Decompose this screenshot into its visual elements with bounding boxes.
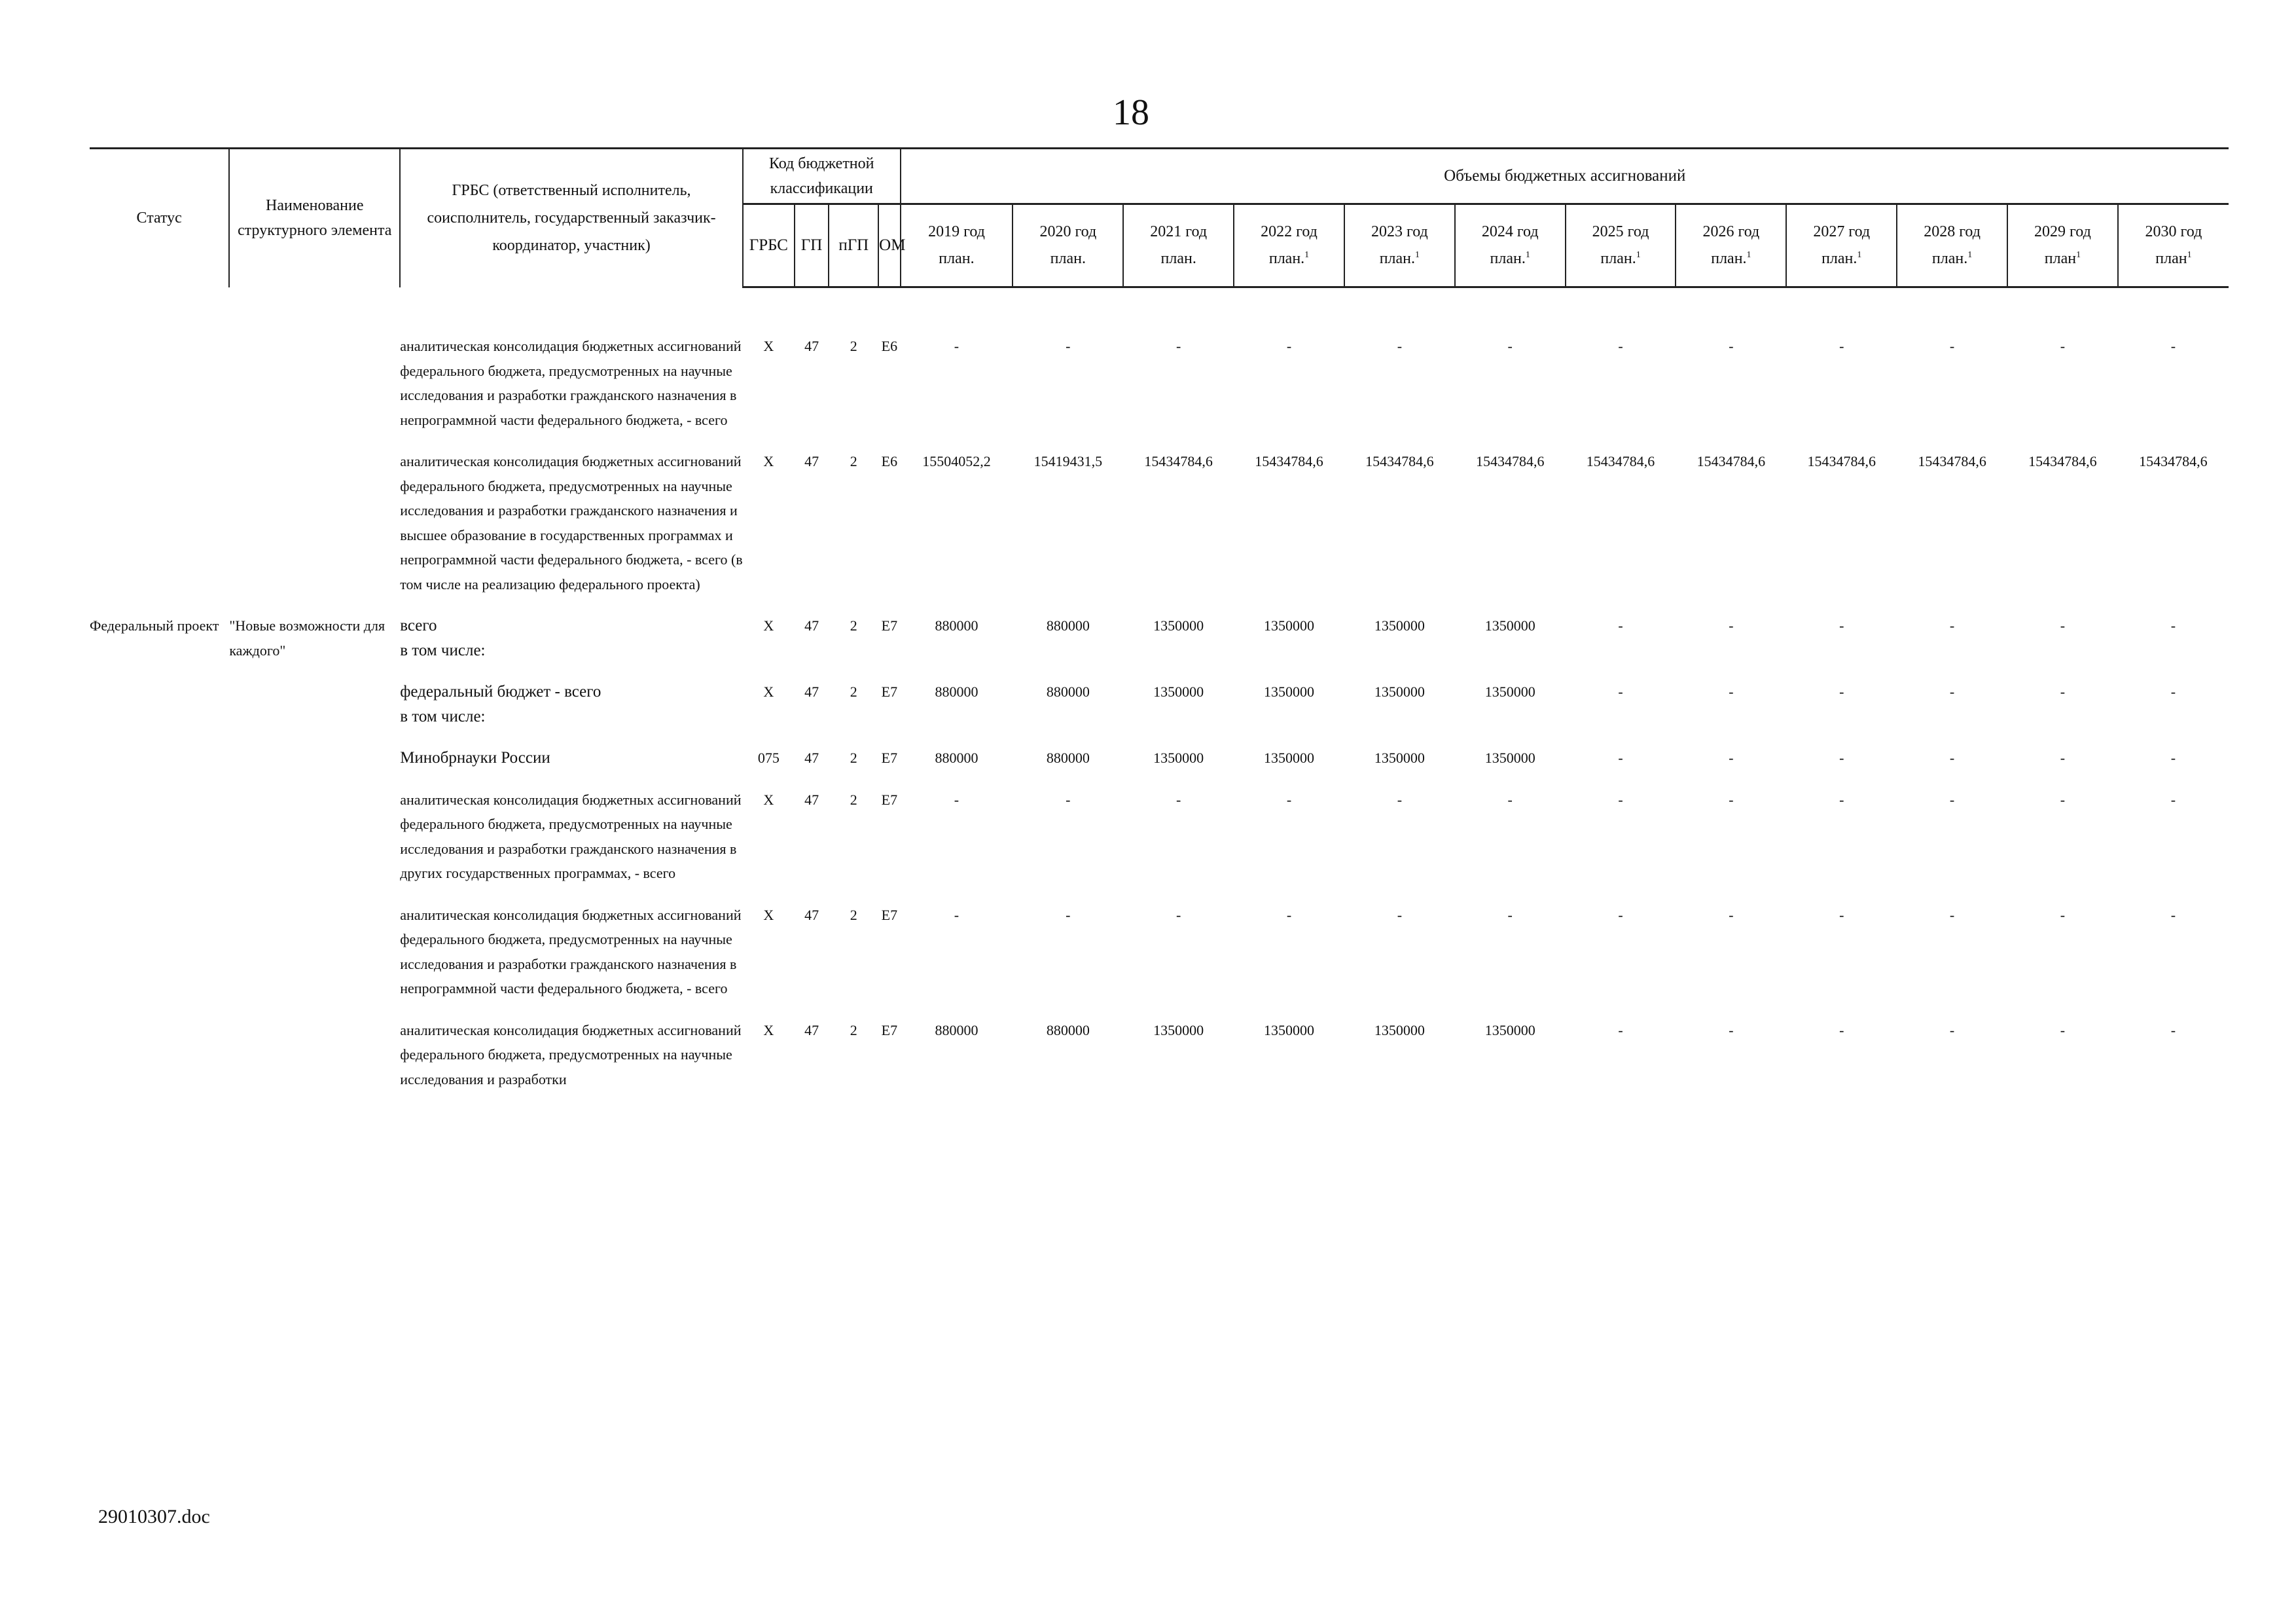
header-year-label: 2026 год xyxy=(1702,223,1760,241)
header-status: Статус xyxy=(90,149,229,287)
cell-value: - xyxy=(2060,1021,2066,1038)
header-year-plan-text: план xyxy=(2044,250,2077,267)
cell-value: - xyxy=(1507,338,1513,354)
header-year-plan xyxy=(1013,246,1122,272)
cell-kbk: 075 xyxy=(757,750,780,766)
cell-value: - xyxy=(1507,791,1513,808)
cell-value: - xyxy=(1729,791,1734,808)
cell-element-name xyxy=(229,439,400,603)
cell-kbk: 47 xyxy=(804,617,819,634)
cell-kbk: Е6 xyxy=(881,453,898,469)
cell-value: - xyxy=(1618,684,1623,700)
cell-grbs-line: аналитическая консолидация бюджетных ассигнований федерального бюджета, предусмотренных на научные исследования и разработки гражданского назначения и высшее образование в государственных программах и непрограммной части федерального бюджета, - всего (в том числе на реализацию федерального проекта) xyxy=(400,453,743,593)
header-year-label: 2019 год xyxy=(928,223,985,241)
cell-element-name xyxy=(229,735,400,777)
header-year-plan-text: план xyxy=(2155,250,2187,267)
cell-value: - xyxy=(1839,791,1844,808)
cell-value: - xyxy=(1618,791,1623,808)
cell-kbk: 2 xyxy=(850,684,857,700)
header-year-plan xyxy=(2119,246,2229,272)
cell-value: - xyxy=(1729,617,1734,634)
cell-value: 15434784,6 xyxy=(1144,453,1213,469)
cell-value: 15434784,6 xyxy=(2139,453,2208,469)
header-kbk-col: ОМ xyxy=(878,204,900,287)
cell-value: - xyxy=(1729,684,1734,700)
cell-grbs xyxy=(400,669,743,735)
cell-value: - xyxy=(2060,338,2066,354)
cell-value: - xyxy=(2170,906,2176,923)
cell-grbs xyxy=(400,735,743,777)
cell-value: 15434784,6 xyxy=(1586,453,1655,469)
cell-status xyxy=(90,439,229,603)
header-kbk-col: ГРБС xyxy=(743,204,795,287)
cell-value: - xyxy=(954,791,960,808)
cell-kbk: 47 xyxy=(804,791,819,808)
cell-kbk: 47 xyxy=(804,906,819,923)
cell-value: - xyxy=(1397,791,1403,808)
cell-value: 1350000 xyxy=(1484,617,1535,634)
cell-grbs-line: в том числе: xyxy=(400,641,486,659)
cell-value: - xyxy=(1839,750,1844,766)
footnote-marker: 1 xyxy=(1857,250,1862,260)
header-kbk-col: ГП xyxy=(795,204,829,287)
cell-value: 15419431,5 xyxy=(1033,453,1103,469)
cell-value: 15504052,2 xyxy=(922,453,991,469)
cell-kbk: Х xyxy=(763,906,774,923)
cell-grbs-line: всего xyxy=(400,617,437,634)
header-year-plan xyxy=(1234,246,1344,272)
header-element-name: Наименование структурного элемента xyxy=(229,149,400,287)
cell-value: - xyxy=(1286,338,1292,354)
cell-value: - xyxy=(2060,906,2066,923)
cell-value: - xyxy=(1839,617,1844,634)
cell-value: - xyxy=(1839,906,1844,923)
cell-kbk: Х xyxy=(763,1021,774,1038)
table-row xyxy=(90,323,2229,439)
header-year-plan-text: план. xyxy=(939,250,975,267)
header-year-plan xyxy=(1676,246,1785,272)
footnote-marker: 1 xyxy=(1746,250,1751,260)
header-year xyxy=(1344,204,1455,287)
cell-value: 880000 xyxy=(935,750,978,766)
header-year-label: 2022 год xyxy=(1261,223,1318,241)
header-year-plan-text: план. xyxy=(1821,250,1857,267)
cell-kbk: Е7 xyxy=(881,791,898,808)
cell-grbs-line: аналитическая консолидация бюджетных ассигнований федерального бюджета, предусмотренных на научные исследования и разработки xyxy=(400,1021,742,1087)
cell-value: - xyxy=(2060,617,2066,634)
cell-value: 880000 xyxy=(935,684,978,700)
header-year-plan-text: план. xyxy=(1711,250,1747,267)
cell-kbk: Е7 xyxy=(881,750,898,766)
cell-value: 15434784,6 xyxy=(2028,453,2097,469)
header-year-plan xyxy=(1124,246,1233,272)
cell-value: 15434784,6 xyxy=(1365,453,1434,469)
cell-value: - xyxy=(1618,750,1623,766)
cell-value: 1350000 xyxy=(1484,1021,1535,1038)
cell-value: - xyxy=(1949,791,1955,808)
cell-value: 1350000 xyxy=(1264,684,1315,700)
header-year xyxy=(1676,204,1786,287)
cell-value: 15434784,6 xyxy=(1255,453,1323,469)
cell-value: 1350000 xyxy=(1374,1021,1425,1038)
cell-element-name xyxy=(229,777,400,892)
footnote-marker: 1 xyxy=(1967,250,1973,260)
cell-value: 880000 xyxy=(1046,617,1090,634)
cell-element-name xyxy=(229,669,400,735)
cell-grbs xyxy=(400,323,743,439)
header-year-plan-text: план. xyxy=(1931,250,1968,267)
cell-value: 880000 xyxy=(1046,684,1090,700)
cell-value: 1350000 xyxy=(1153,617,1204,634)
header-year xyxy=(1234,204,1344,287)
cell-value: - xyxy=(954,906,960,923)
cell-value: 1350000 xyxy=(1374,684,1425,700)
cell-value: - xyxy=(1507,906,1513,923)
header-budget-volumes: Объемы бюджетных ассигнований xyxy=(901,149,2229,204)
table-row xyxy=(90,669,2229,735)
budget-allocation-table xyxy=(90,147,2229,1098)
cell-value: - xyxy=(1066,338,1071,354)
cell-grbs-line: в том числе: xyxy=(400,707,486,725)
cell-value: 15434784,6 xyxy=(1696,453,1766,469)
header-year xyxy=(901,204,1013,287)
cell-value: - xyxy=(1397,906,1403,923)
cell-value: 15434784,6 xyxy=(1918,453,1986,469)
cell-status xyxy=(90,735,229,777)
cell-value: - xyxy=(1618,1021,1623,1038)
table-row xyxy=(90,892,2229,1008)
page-number: 18 xyxy=(1113,92,1149,133)
header-year-plan-text: план. xyxy=(1160,250,1196,267)
cell-value: 1350000 xyxy=(1264,750,1315,766)
cell-kbk: 47 xyxy=(804,1021,819,1038)
cell-value: 1350000 xyxy=(1153,750,1204,766)
cell-value: - xyxy=(1286,906,1292,923)
table-row xyxy=(90,439,2229,603)
cell-kbk: 2 xyxy=(850,750,857,766)
cell-value: - xyxy=(2170,750,2176,766)
cell-value: - xyxy=(1176,791,1181,808)
header-year-plan xyxy=(2008,246,2117,272)
cell-value: - xyxy=(2060,684,2066,700)
cell-value: 880000 xyxy=(1046,750,1090,766)
cell-kbk: Х xyxy=(763,617,774,634)
footnote-marker: 1 xyxy=(1525,250,1530,260)
cell-value: - xyxy=(1176,338,1181,354)
cell-value: - xyxy=(1949,617,1955,634)
cell-value: 1350000 xyxy=(1374,750,1425,766)
cell-kbk: Е7 xyxy=(881,617,898,634)
header-year xyxy=(1123,204,1234,287)
cell-value: - xyxy=(1949,338,1955,354)
cell-value: - xyxy=(1949,906,1955,923)
footnote-marker: 1 xyxy=(1636,250,1641,260)
footnote-marker: 1 xyxy=(1415,250,1420,260)
cell-grbs-line: Минобрнауки России xyxy=(400,749,550,767)
cell-grbs xyxy=(400,439,743,603)
table-row xyxy=(90,1008,2229,1099)
cell-value: - xyxy=(1839,338,1844,354)
cell-grbs-line: федеральный бюджет - всего xyxy=(400,683,601,701)
cell-grbs-line: аналитическая консолидация бюджетных ассигнований федерального бюджета, предусмотренных на научные исследования и разработки гражданского назначения в непрограммной части федерального бюджета, - всего xyxy=(400,906,742,996)
cell-status xyxy=(90,1008,229,1099)
table-row xyxy=(90,603,2229,669)
header-year-plan xyxy=(901,246,1013,272)
header-year-label: 2023 год xyxy=(1371,223,1428,241)
cell-value: - xyxy=(954,338,960,354)
header-year xyxy=(2007,204,2118,287)
header-year-label: 2030 год xyxy=(2145,223,2202,241)
header-year xyxy=(2118,204,2229,287)
cell-value: - xyxy=(1729,338,1734,354)
header-year-plan xyxy=(1456,246,1565,272)
cell-value: - xyxy=(1618,617,1623,634)
cell-value: 1350000 xyxy=(1484,684,1535,700)
cell-value: - xyxy=(1949,750,1955,766)
cell-kbk: Х xyxy=(763,453,774,469)
cell-kbk: 2 xyxy=(850,1021,857,1038)
cell-value: 1350000 xyxy=(1484,750,1535,766)
cell-value: 880000 xyxy=(935,617,978,634)
header-year-label: 2025 год xyxy=(1592,223,1649,241)
cell-value: 1350000 xyxy=(1374,617,1425,634)
header-year-plan-text: план. xyxy=(1379,250,1416,267)
header-year-label: 2020 год xyxy=(1039,223,1097,241)
cell-value: 1350000 xyxy=(1153,1021,1204,1038)
cell-kbk: Х xyxy=(763,791,774,808)
header-year-plan-text: план. xyxy=(1600,250,1636,267)
header-year-label: 2027 год xyxy=(1813,223,1871,241)
footnote-marker: 1 xyxy=(2076,250,2081,260)
cell-value: - xyxy=(1066,791,1071,808)
cell-kbk: Е7 xyxy=(881,906,898,923)
cell-value: - xyxy=(1839,684,1844,700)
cell-kbk: Х xyxy=(763,684,774,700)
cell-value: - xyxy=(1397,338,1403,354)
header-year-plan xyxy=(1787,246,1896,272)
cell-value: 1350000 xyxy=(1264,617,1315,634)
cell-value: - xyxy=(2170,1021,2176,1038)
cell-value: - xyxy=(2060,791,2066,808)
document-filename: 29010307.doc xyxy=(98,1506,210,1527)
cell-value: - xyxy=(1839,1021,1844,1038)
header-budget-classification-code: Код бюджетной классификации xyxy=(743,149,901,204)
footnote-marker: 1 xyxy=(2187,250,2192,260)
cell-kbk: Е6 xyxy=(881,338,898,354)
cell-value: - xyxy=(1949,1021,1955,1038)
cell-value: - xyxy=(1949,684,1955,700)
cell-value: - xyxy=(2170,684,2176,700)
cell-value: - xyxy=(2170,338,2176,354)
header-year-label: 2029 год xyxy=(2034,223,2091,241)
cell-kbk: 2 xyxy=(850,906,857,923)
header-year-plan xyxy=(1897,246,2007,272)
cell-value: - xyxy=(1729,906,1734,923)
cell-kbk: 47 xyxy=(804,453,819,469)
header-year xyxy=(1786,204,1897,287)
cell-element-name xyxy=(229,323,400,439)
cell-grbs xyxy=(400,777,743,892)
header-year xyxy=(1455,204,1566,287)
header-year-label: 2028 год xyxy=(1924,223,1981,241)
footnote-marker: 1 xyxy=(1304,250,1310,260)
header-year-plan-text: план. xyxy=(1268,250,1305,267)
cell-element-name: "Новые возможности для каждого" xyxy=(229,617,386,659)
cell-kbk: Е7 xyxy=(881,1021,898,1038)
cell-value: 880000 xyxy=(935,1021,978,1038)
header-year-plan-text: план. xyxy=(1050,250,1086,267)
header-year-label: 2021 год xyxy=(1150,223,1208,241)
cell-value: - xyxy=(1729,750,1734,766)
cell-grbs xyxy=(400,603,743,669)
header-year-plan xyxy=(1345,246,1454,272)
header-year-plan xyxy=(1566,246,1676,272)
cell-kbk: 47 xyxy=(804,338,819,354)
cell-status xyxy=(90,669,229,735)
cell-value: 15434784,6 xyxy=(1807,453,1876,469)
cell-value: - xyxy=(1729,1021,1734,1038)
cell-value: 1350000 xyxy=(1264,1021,1315,1038)
cell-value: 15434784,6 xyxy=(1475,453,1545,469)
header-year xyxy=(1897,204,2007,287)
header-kbk-col: пГП xyxy=(829,204,878,287)
table-row xyxy=(90,735,2229,777)
cell-value: - xyxy=(1176,906,1181,923)
cell-element-name xyxy=(229,1008,400,1099)
cell-value: - xyxy=(2170,791,2176,808)
header-year-plan-text: план. xyxy=(1490,250,1526,267)
cell-value: - xyxy=(2170,617,2176,634)
header-year-label: 2024 год xyxy=(1481,223,1539,241)
cell-value: - xyxy=(2060,750,2066,766)
cell-status xyxy=(90,777,229,892)
cell-grbs-line: аналитическая консолидация бюджетных ассигнований федерального бюджета, предусмотренных на научные исследования и разработки гражданского назначения в непрограммной части федерального бюджета, - всего xyxy=(400,338,742,428)
cell-kbk: 47 xyxy=(804,750,819,766)
cell-element-name xyxy=(229,892,400,1008)
cell-kbk: Х xyxy=(763,338,774,354)
cell-value: - xyxy=(1618,906,1623,923)
header-year xyxy=(1566,204,1676,287)
cell-kbk: 2 xyxy=(850,791,857,808)
cell-status xyxy=(90,892,229,1008)
cell-value: - xyxy=(1618,338,1623,354)
cell-kbk: 2 xyxy=(850,617,857,634)
header-grbs-responsible: ГРБС (ответственный исполнитель, соисполнитель, государственный заказчик-координатор, участник) xyxy=(400,149,743,287)
cell-grbs xyxy=(400,1008,743,1099)
cell-kbk: Е7 xyxy=(881,684,898,700)
cell-kbk: 2 xyxy=(850,453,857,469)
cell-status xyxy=(90,323,229,439)
header-year xyxy=(1013,204,1123,287)
cell-grbs-line: аналитическая консолидация бюджетных ассигнований федерального бюджета, предусмотренных на научные исследования и разработки гражданского назначения в других государственных программах, - всего xyxy=(400,791,742,881)
cell-value: - xyxy=(1286,791,1292,808)
cell-kbk: 47 xyxy=(804,684,819,700)
cell-value: - xyxy=(1066,906,1071,923)
cell-status: Федеральный проект xyxy=(90,617,219,634)
cell-kbk: 2 xyxy=(850,338,857,354)
cell-value: 880000 xyxy=(1046,1021,1090,1038)
cell-grbs xyxy=(400,892,743,1008)
cell-value: 1350000 xyxy=(1153,684,1204,700)
table-row xyxy=(90,777,2229,892)
